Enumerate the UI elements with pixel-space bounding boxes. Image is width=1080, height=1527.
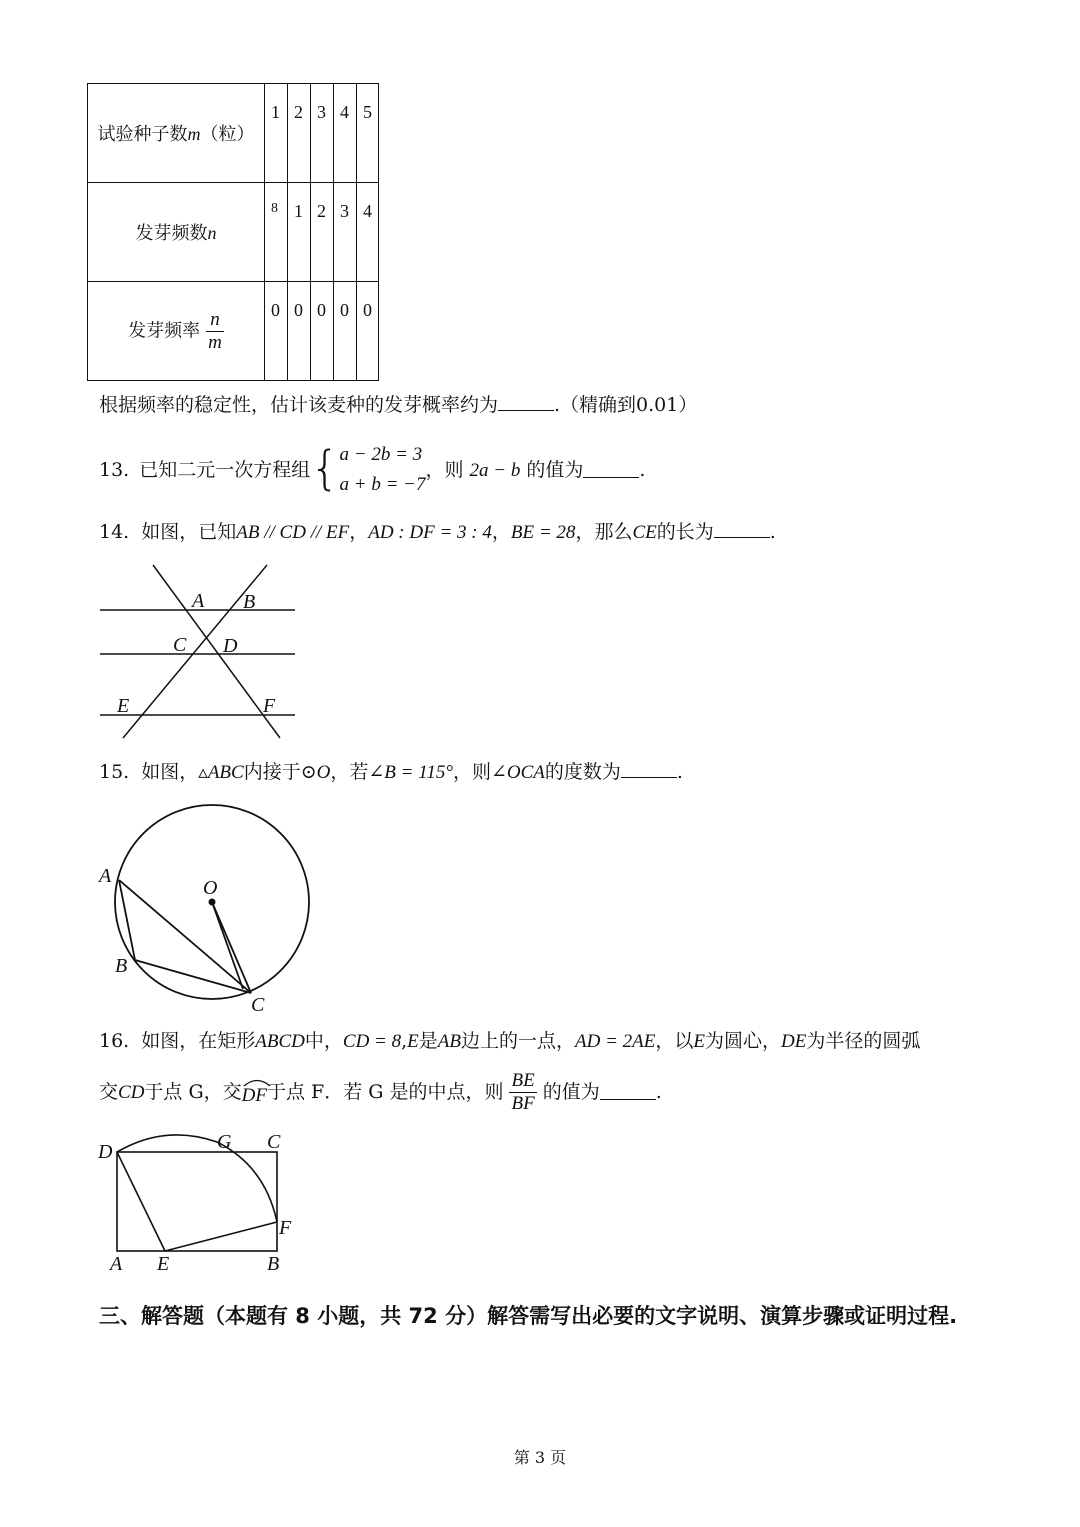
question-number: 13. [99, 458, 130, 481]
frac-denominator: m [208, 331, 222, 353]
label-g: G [217, 1131, 232, 1153]
circle-figure [95, 800, 330, 1015]
q15-ask: 的度数为 [544, 761, 621, 783]
table-row [88, 282, 379, 381]
label-c: C [173, 634, 187, 656]
q14-text: 如图，已知 [141, 521, 237, 543]
segment-o-c2 [212, 902, 243, 989]
q16-ab: AB [437, 1031, 462, 1052]
q15-text: 如图， [141, 761, 199, 783]
label-f: F [279, 1217, 292, 1239]
equation-1: a − 2b = 3 [339, 444, 423, 465]
var-n: n [207, 223, 217, 243]
question-number: 16. [99, 1030, 130, 1052]
q15-then: ，则 [452, 761, 491, 783]
q16-edge: 边上的一点， [461, 1030, 576, 1052]
q16-at-g: 于点 G，交 [144, 1081, 242, 1103]
q13-text: 已知二元一次方程组 [139, 458, 311, 481]
row-label-text: 发芽频数 [135, 223, 208, 244]
cell: 0 [311, 282, 334, 381]
label-d: D [98, 1141, 113, 1163]
frequency-table [87, 83, 379, 381]
q15-circle: ⊙O [300, 762, 331, 783]
q16-intersect: 交 [99, 1081, 119, 1103]
label-a: A [192, 590, 205, 612]
q16-at-f: 于点 F．若 G 是 [266, 1081, 409, 1103]
q14-length: BE = 28 [510, 522, 576, 543]
question-15 [99, 763, 683, 782]
parallel-lines-figure [95, 560, 305, 740]
q16-cd: CD = 8 [342, 1031, 402, 1052]
label-a: A [99, 865, 112, 887]
row-label-text: 试验种子数 [97, 124, 188, 145]
arc-mark-icon [242, 1077, 272, 1087]
period: . [655, 1081, 662, 1103]
segment-de [117, 1152, 165, 1251]
fraction-be-over-bf [509, 1070, 536, 1115]
frac-numerator: BE [511, 1070, 535, 1091]
row-label-count [88, 183, 265, 282]
q13-expr: 2a − b [469, 459, 521, 481]
q16-radius: 为半径的圆弧 [806, 1030, 921, 1052]
cell: 0 [265, 282, 288, 381]
cell: 5 [357, 84, 379, 183]
q12-text: 根据频率的稳定性，估计该麦种的发芽概率约为 [99, 394, 499, 416]
q16-is: 是 [418, 1030, 438, 1052]
fraction-n-over-m [206, 309, 224, 354]
brace-icon: { [310, 441, 340, 495]
row-label-seeds [88, 84, 265, 183]
cell: 3 [311, 84, 334, 183]
cell: 4 [357, 183, 379, 282]
q16-text: 如图，在矩形 [141, 1030, 256, 1052]
q16-with: ，以 [655, 1030, 694, 1052]
page-number: 第 3 页 [513, 1448, 567, 1467]
section-heading: 三、解答题（本题有 8 小题，共 72 分）解答需写出必要的文字说明、演算步骤或证明过程. [99, 1304, 958, 1328]
rectangle-figure [95, 1128, 305, 1278]
unit-suffix: （粒） [200, 124, 255, 145]
cell: 2 [311, 183, 334, 282]
q16-ad: AD = 2AE [575, 1031, 656, 1052]
cell: 1 [265, 84, 288, 183]
label-b: B [115, 955, 128, 977]
arc-df [242, 1080, 267, 1105]
answer-blank [583, 463, 639, 478]
q14-then: ，那么 [575, 521, 633, 543]
label-c: C [267, 1131, 281, 1153]
q15-triangle: ▵ABC [198, 762, 244, 783]
row-label-text: 发芽频率 [128, 320, 201, 341]
answer-blank [714, 523, 770, 538]
question-13 [99, 440, 645, 500]
cell: 2 [288, 84, 311, 183]
label-b: B [267, 1253, 280, 1275]
q15-angle-b: ∠B = 115° [368, 762, 453, 783]
period: . [639, 458, 646, 481]
q16-rect: ABCD [255, 1031, 305, 1052]
arc-dgf [117, 1135, 277, 1222]
question-number: 14. [99, 521, 130, 543]
q16-ask: 的值为 [542, 1081, 600, 1103]
q16-cd2: CD [118, 1082, 145, 1103]
table-row [88, 84, 379, 183]
row-label-rate [88, 282, 265, 381]
q16-comma: , [401, 1030, 408, 1052]
label-o: O [203, 877, 218, 899]
q14-parallel: AB // CD // EF [236, 522, 350, 543]
cell: 3 [334, 183, 357, 282]
equation-system [340, 440, 426, 500]
triangle-abc [119, 880, 251, 993]
q14-ask: 的长为 [656, 521, 714, 543]
q16-midpoint: 的中点，则 [408, 1081, 504, 1103]
label-e: E [117, 695, 130, 717]
label-a: A [110, 1253, 123, 1275]
answer-blank [600, 1085, 656, 1100]
q14-ratio: AD : DF = 3 : 4 [368, 522, 492, 543]
answer-blank [621, 763, 677, 778]
period: . [676, 761, 683, 783]
cell: 0 [334, 282, 357, 381]
question-16-line2 [99, 1070, 662, 1115]
question-14: 14. 如图，已知AB // CD // EF，AD : DF = 3 : 4，BE = 28，那么CE的长为 . [99, 521, 776, 543]
cell: 0 [357, 282, 379, 381]
q15-if: ，若 [330, 761, 369, 783]
frac-denominator: BF [511, 1093, 535, 1114]
q15-inscribed: 内接于 [243, 761, 301, 783]
frac-numerator: n [206, 309, 224, 332]
table-row [88, 183, 379, 282]
segment-oc [212, 902, 251, 993]
q15-target: ∠OCA [490, 762, 545, 783]
label-e: E [157, 1253, 170, 1275]
period: . [769, 521, 776, 543]
q16-de: DE [781, 1031, 807, 1052]
label-d: D [223, 635, 238, 657]
cell: 4 [334, 84, 357, 183]
q14-target: CE [632, 522, 657, 543]
q16-in: 中， [304, 1030, 343, 1052]
q12-tail [99, 396, 697, 415]
cell: 8 [265, 183, 288, 282]
segment-ef [165, 1222, 277, 1251]
q13-then: ，则 [425, 458, 464, 481]
var-m: m [187, 124, 201, 144]
q12-precision: .（精确到0.01） [554, 394, 698, 416]
q13-value-text: 的值为 [526, 458, 584, 481]
q16-e2: E [693, 1031, 706, 1052]
cell: 0 [288, 282, 311, 381]
answer-blank [498, 396, 554, 411]
cell: 1 [288, 183, 311, 282]
question-16 [99, 1032, 920, 1051]
label-c: C [251, 994, 265, 1015]
arc-label: DF [241, 1085, 267, 1106]
label-b: B [243, 591, 256, 613]
center-dot [209, 899, 216, 906]
equation-2: a + b = −7 [339, 474, 426, 495]
q16-e: E [407, 1031, 419, 1052]
q16-center: 为圆心， [705, 1030, 782, 1052]
label-f: F [263, 695, 276, 717]
question-number: 15. [99, 761, 130, 783]
